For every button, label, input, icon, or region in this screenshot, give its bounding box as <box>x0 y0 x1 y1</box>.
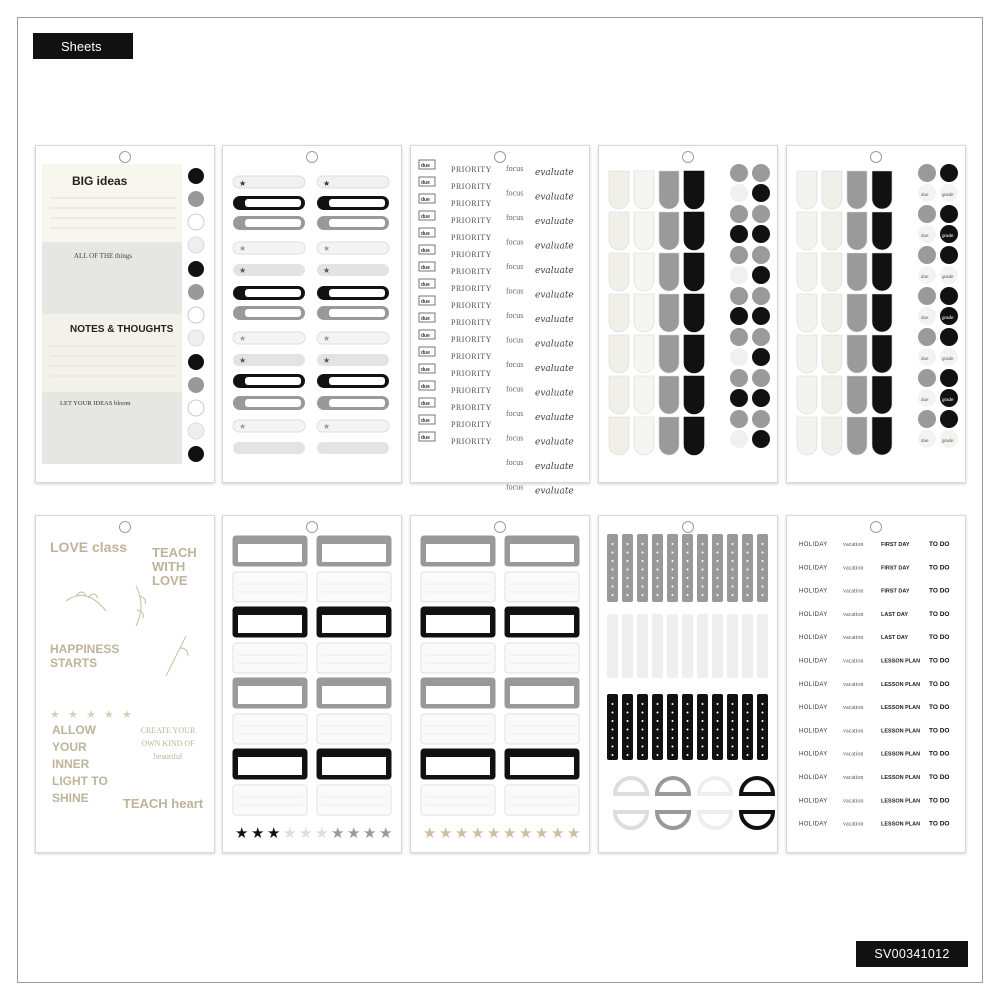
svg-text:HOLIDAY: HOLIDAY <box>799 635 828 642</box>
svg-text:vacation: vacation <box>843 565 864 572</box>
svg-text:PRIORITY: PRIORITY <box>451 182 492 191</box>
svg-text:★: ★ <box>535 825 549 842</box>
svg-text:★: ★ <box>267 825 281 842</box>
svg-text:evaluate: evaluate <box>535 168 574 178</box>
svg-text:HOLIDAY: HOLIDAY <box>799 542 828 548</box>
svg-text:HOLIDAY: HOLIDAY <box>799 588 828 595</box>
svg-text:★: ★ <box>104 709 114 721</box>
sticker-sheet-7 <box>222 515 402 853</box>
sheet-5-artwork <box>787 146 967 484</box>
svg-text:evaluate: evaluate <box>535 192 574 203</box>
svg-text:★: ★ <box>439 825 453 842</box>
svg-text:TO DO: TO DO <box>929 704 950 712</box>
sheet-7-artwork <box>223 516 403 854</box>
sticker-sheet-4 <box>598 145 778 483</box>
svg-text:due: due <box>921 315 929 320</box>
sheets-label: Sheets <box>33 33 133 59</box>
svg-text:PRIORITY: PRIORITY <box>451 216 492 225</box>
svg-text:PRIORITY: PRIORITY <box>451 335 492 344</box>
svg-text:TO DO: TO DO <box>929 657 950 665</box>
svg-text:FIRST DAY: FIRST DAY <box>881 565 910 572</box>
svg-text:focus: focus <box>506 335 524 345</box>
svg-text:★: ★ <box>239 422 247 431</box>
svg-text:due: due <box>921 397 929 402</box>
svg-text:PRIORITY: PRIORITY <box>451 352 492 361</box>
svg-text:★: ★ <box>68 709 78 721</box>
all-things-title: ALL OF THE things <box>74 252 133 260</box>
svg-text:★: ★ <box>519 825 533 842</box>
svg-text:due: due <box>421 401 430 407</box>
svg-text:due: due <box>921 192 929 197</box>
svg-text:due: due <box>421 333 430 339</box>
svg-text:PRIORITY: PRIORITY <box>451 403 492 412</box>
sticker-sheet-2 <box>222 145 402 483</box>
svg-text:focus: focus <box>506 262 524 271</box>
svg-text:due: due <box>421 282 430 288</box>
svg-text:evaluate: evaluate <box>535 413 574 423</box>
sheet-1-artwork <box>36 146 216 484</box>
svg-text:★: ★ <box>315 825 329 842</box>
svg-text:TO DO: TO DO <box>929 610 950 618</box>
svg-text:evaluate: evaluate <box>535 217 574 227</box>
svg-text:evaluate: evaluate <box>535 437 574 448</box>
svg-text:evaluate: evaluate <box>535 388 574 399</box>
ideas-bloom-title: LET YOUR IDEAS bloom <box>60 400 131 407</box>
notes-title: NOTES & THOUGHTS <box>70 324 174 335</box>
svg-text:TO DO: TO DO <box>929 541 950 548</box>
sheet-2-artwork <box>223 146 403 484</box>
svg-text:★: ★ <box>487 825 501 842</box>
svg-text:PRIORITY: PRIORITY <box>451 165 492 174</box>
svg-text:TO DO: TO DO <box>929 820 950 828</box>
sheet-8-artwork <box>411 516 591 854</box>
svg-text:grade: grade <box>942 397 954 402</box>
svg-text:★: ★ <box>347 825 361 842</box>
svg-text:due: due <box>421 418 430 424</box>
svg-text:due: due <box>421 231 430 237</box>
svg-text:FIRST DAY: FIRST DAY <box>881 588 910 595</box>
svg-text:LAST DAY: LAST DAY <box>881 635 908 642</box>
teach-love-text: TEACH WITH LOVE <box>152 545 197 588</box>
svg-text:LESSON PLAN: LESSON PLAN <box>881 681 921 688</box>
svg-text:due: due <box>421 299 430 305</box>
svg-text:grade: grade <box>942 356 954 361</box>
sku-label: SV00341012 <box>856 941 968 967</box>
svg-text:HOLIDAY: HOLIDAY <box>799 658 828 665</box>
svg-text:TO DO: TO DO <box>929 774 950 781</box>
svg-text:★: ★ <box>283 825 297 842</box>
svg-text:vacation: vacation <box>843 542 864 548</box>
svg-text:due: due <box>421 197 430 203</box>
svg-text:HOLIDAY: HOLIDAY <box>799 681 828 688</box>
sticker-sheet-3 <box>410 145 590 497</box>
svg-text:due: due <box>921 233 929 238</box>
svg-text:vacation: vacation <box>843 751 864 758</box>
svg-text:LESSON PLAN: LESSON PLAN <box>881 658 921 665</box>
svg-text:★: ★ <box>471 825 485 842</box>
sticker-sheet-5 <box>786 145 966 483</box>
svg-text:PRIORITY: PRIORITY <box>451 369 492 378</box>
svg-text:vacation: vacation <box>843 635 864 642</box>
svg-text:evaluate: evaluate <box>535 290 574 301</box>
big-ideas-title: BIG ideas <box>72 174 128 188</box>
svg-text:★: ★ <box>122 709 132 721</box>
svg-text:evaluate: evaluate <box>535 364 574 374</box>
svg-text:LESSON PLAN: LESSON PLAN <box>881 751 921 758</box>
svg-text:LAST DAY: LAST DAY <box>881 611 908 618</box>
svg-text:grade: grade <box>942 274 954 279</box>
svg-text:evaluate: evaluate <box>535 241 574 252</box>
svg-text:focus: focus <box>506 188 524 198</box>
svg-text:LESSON PLAN: LESSON PLAN <box>881 821 921 828</box>
svg-text:vacation: vacation <box>843 588 864 595</box>
svg-text:HOLIDAY: HOLIDAY <box>799 798 828 805</box>
svg-text:★: ★ <box>331 825 345 842</box>
svg-text:LESSON PLAN: LESSON PLAN <box>881 705 921 712</box>
svg-text:TO DO: TO DO <box>929 750 950 758</box>
svg-text:★: ★ <box>251 825 265 842</box>
svg-text:focus: focus <box>506 213 524 222</box>
sticker-sheet-10 <box>786 515 966 853</box>
svg-text:grade: grade <box>942 192 954 197</box>
svg-text:★: ★ <box>363 825 377 842</box>
svg-text:PRIORITY: PRIORITY <box>451 199 492 208</box>
svg-text:PRIORITY: PRIORITY <box>451 284 492 293</box>
sticker-sheet-1 <box>35 145 215 483</box>
svg-text:vacation: vacation <box>843 658 864 665</box>
svg-text:★: ★ <box>239 179 247 188</box>
svg-text:vacation: vacation <box>843 798 864 805</box>
svg-text:due: due <box>421 384 430 390</box>
svg-text:TO DO: TO DO <box>929 727 950 735</box>
svg-text:HOLIDAY: HOLIDAY <box>799 775 828 781</box>
svg-text:grade: grade <box>942 315 954 320</box>
svg-text:evaluate: evaluate <box>535 486 574 497</box>
svg-text:★: ★ <box>455 825 469 842</box>
svg-text:due: due <box>921 356 929 361</box>
create-beautiful-text: CREATE YOUR OWN KIND OF beautiful <box>140 726 196 761</box>
svg-text:HOLIDAY: HOLIDAY <box>799 611 828 618</box>
svg-text:TO DO: TO DO <box>929 564 950 572</box>
svg-text:★: ★ <box>551 825 565 842</box>
svg-text:vacation: vacation <box>843 611 864 618</box>
svg-text:HOLIDAY: HOLIDAY <box>799 751 828 758</box>
svg-text:vacation: vacation <box>843 775 864 781</box>
svg-text:evaluate: evaluate <box>535 339 574 350</box>
svg-text:focus: focus <box>506 237 524 247</box>
sticker-sheet-6 <box>35 515 215 853</box>
svg-text:grade: grade <box>942 438 954 443</box>
svg-text:grade: grade <box>942 233 954 238</box>
svg-text:PRIORITY: PRIORITY <box>451 301 492 310</box>
svg-text:HOLIDAY: HOLIDAY <box>799 821 828 828</box>
svg-text:HOLIDAY: HOLIDAY <box>799 565 828 572</box>
svg-text:TO DO: TO DO <box>929 797 950 805</box>
svg-text:★: ★ <box>235 825 249 842</box>
svg-text:vacation: vacation <box>843 821 864 828</box>
svg-text:★: ★ <box>239 334 247 343</box>
svg-text:due: due <box>421 350 430 356</box>
svg-text:★: ★ <box>239 244 247 253</box>
svg-text:PRIORITY: PRIORITY <box>451 250 492 259</box>
svg-text:LESSON PLAN: LESSON PLAN <box>881 775 921 781</box>
svg-text:due: due <box>921 274 929 279</box>
svg-text:★: ★ <box>239 266 247 275</box>
svg-text:focus: focus <box>506 458 524 467</box>
svg-text:★: ★ <box>299 825 313 842</box>
svg-text:evaluate: evaluate <box>535 266 574 276</box>
svg-text:focus: focus <box>506 384 524 394</box>
svg-text:due: due <box>421 316 430 322</box>
love-class-text: LOVE class <box>50 539 128 555</box>
svg-text:★: ★ <box>379 825 393 842</box>
svg-text:PRIORITY: PRIORITY <box>451 420 492 429</box>
svg-text:PRIORITY: PRIORITY <box>451 318 492 327</box>
svg-text:PRIORITY: PRIORITY <box>451 437 492 446</box>
svg-text:focus: focus <box>506 433 524 443</box>
inner-light-text: ALLOW YOUR INNER LIGHT TO SHINE <box>52 723 108 805</box>
svg-text:HOLIDAY: HOLIDAY <box>799 705 828 712</box>
svg-text:due: due <box>921 438 929 443</box>
svg-text:due: due <box>421 367 430 373</box>
svg-text:focus: focus <box>506 286 524 296</box>
svg-text:focus: focus <box>506 360 524 369</box>
svg-text:due: due <box>421 248 430 254</box>
svg-text:LESSON PLAN: LESSON PLAN <box>881 798 921 805</box>
svg-text:evaluate: evaluate <box>535 315 574 325</box>
svg-text:vacation: vacation <box>843 728 864 735</box>
sheet-4-artwork <box>599 146 779 484</box>
svg-text:focus: focus <box>506 164 524 173</box>
svg-text:due: due <box>421 180 430 186</box>
sticker-sheet-9 <box>598 515 778 853</box>
svg-text:PRIORITY: PRIORITY <box>451 267 492 276</box>
svg-text:★: ★ <box>239 356 247 365</box>
svg-text:★: ★ <box>567 825 581 842</box>
svg-text:TO DO: TO DO <box>929 680 950 688</box>
svg-text:focus: focus <box>506 409 524 418</box>
svg-text:focus: focus <box>506 311 524 320</box>
svg-text:★: ★ <box>423 825 437 842</box>
svg-text:vacation: vacation <box>843 681 864 688</box>
svg-text:LESSON PLAN: LESSON PLAN <box>881 728 921 735</box>
svg-text:TO DO: TO DO <box>929 634 950 642</box>
svg-text:PRIORITY: PRIORITY <box>451 233 492 242</box>
svg-text:vacation: vacation <box>843 705 864 712</box>
sticker-sheet-8 <box>410 515 590 853</box>
svg-text:★: ★ <box>86 709 96 721</box>
svg-text:due: due <box>421 163 430 169</box>
happiness-text: HAPPINESS STARTS <box>50 642 120 670</box>
sheet-3-artwork <box>411 146 591 497</box>
svg-text:PRIORITY: PRIORITY <box>451 386 492 395</box>
svg-text:focus: focus <box>506 482 524 492</box>
svg-text:★: ★ <box>50 709 60 721</box>
svg-text:due: due <box>421 214 430 220</box>
svg-text:evaluate: evaluate <box>535 462 574 472</box>
svg-text:HOLIDAY: HOLIDAY <box>799 728 828 735</box>
svg-text:FIRST DAY: FIRST DAY <box>881 542 910 548</box>
svg-text:due: due <box>421 435 430 441</box>
svg-text:★: ★ <box>503 825 517 842</box>
sheet-9-artwork <box>599 516 779 854</box>
sheet-10-artwork <box>787 516 967 854</box>
svg-text:due: due <box>421 265 430 271</box>
svg-text:TO DO: TO DO <box>929 587 950 595</box>
teach-heart-text: TEACH heart <box>122 796 204 811</box>
